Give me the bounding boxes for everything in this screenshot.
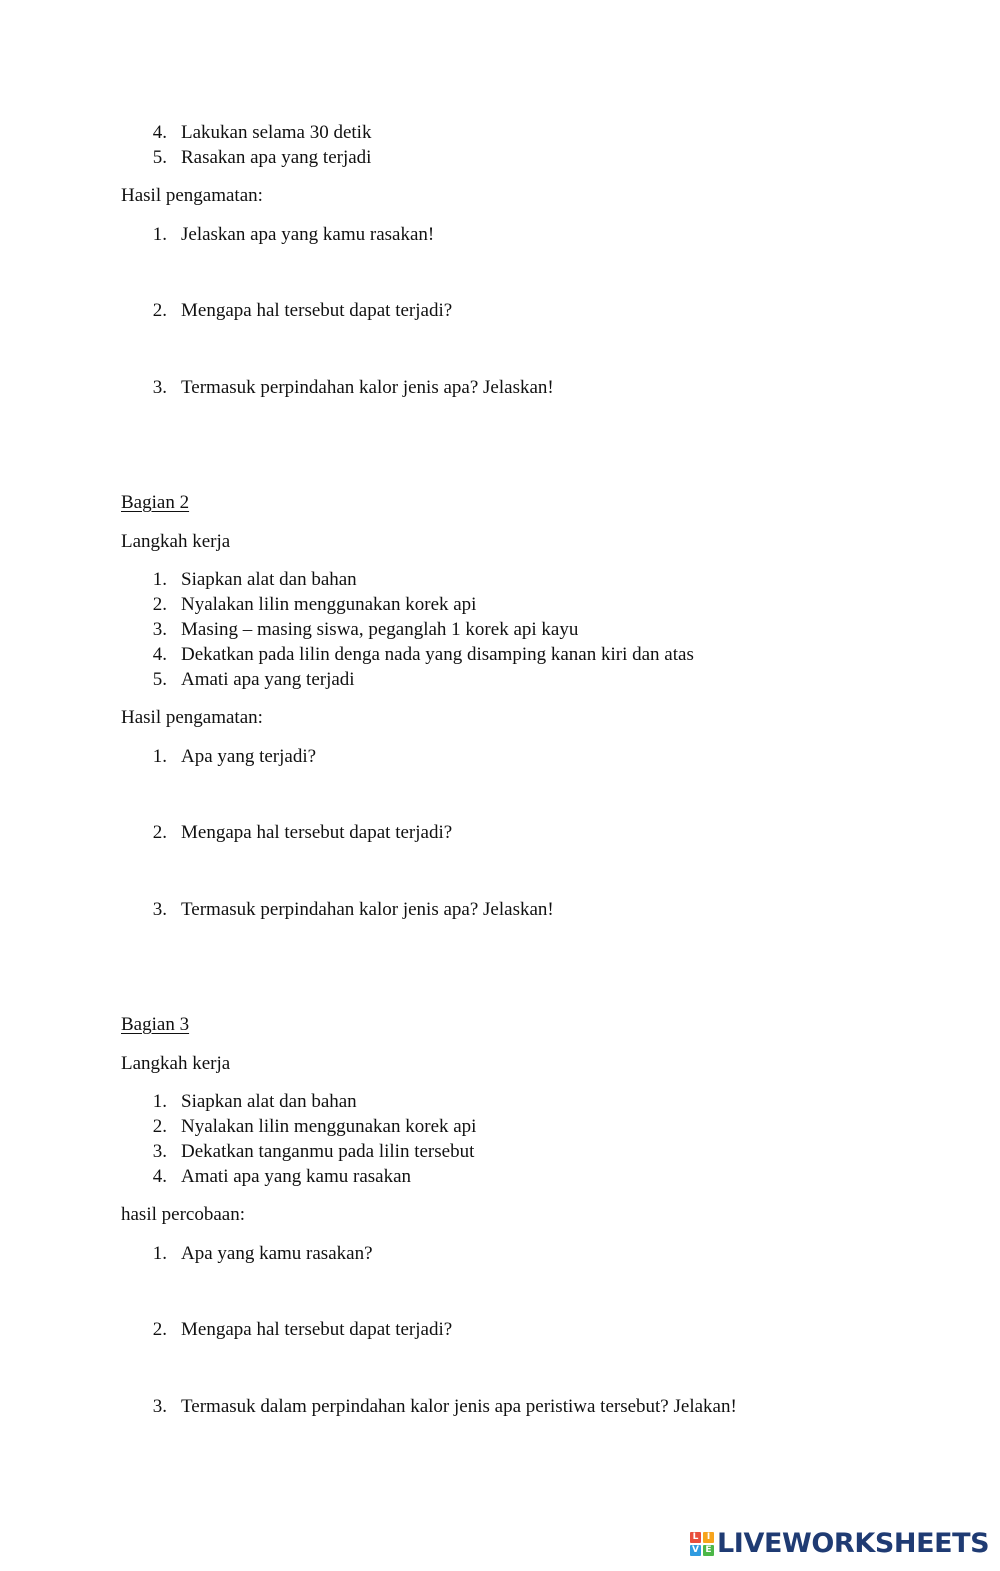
logo-letter: L [690,1532,701,1543]
logo-letter: I [703,1532,714,1543]
step-text: Lakukan selama 30 detik [181,122,372,143]
step-text: Siapkan alat dan bahan [181,569,357,590]
step-text: Rasakan apa yang terjadi [181,147,372,168]
list-number: 4. [152,1166,167,1187]
list-number: 4. [152,644,167,665]
list-number: 3. [152,377,167,398]
logo-letter: E [703,1545,714,1556]
part2-result-label: Hasil pengamatan: [121,707,263,728]
list-number: 2. [152,594,167,615]
liveworksheets-logo [690,1527,989,1561]
list-number: 1. [152,224,167,245]
question-text: Termasuk dalam perpindahan kalor jenis apa peristiwa tersebut? Jelakan! [181,1396,737,1417]
list-number: 2. [152,1116,167,1137]
list-number: 2. [152,822,167,843]
list-number: 3. [152,1141,167,1162]
part3-steps-label: Langkah kerja [121,1053,231,1074]
list-number: 3. [152,1396,167,1417]
list-number: 2. [152,1319,167,1340]
logo-letter: V [690,1545,701,1556]
step-text: Amati apa yang terjadi [181,669,355,690]
question-text: Mengapa hal tersebut dapat terjadi? [181,1319,453,1340]
list-number: 5. [152,147,167,168]
list-number: 4. [152,122,167,143]
list-number: 3. [152,899,167,920]
list-number: 5. [152,669,167,690]
step-text: Amati apa yang kamu rasakan [181,1166,412,1187]
list-number: 1. [152,1091,167,1112]
logo-mark-icon [690,1532,714,1556]
step-text: Nyalakan lilin menggunakan korek api [181,1116,477,1137]
step-text: Dekatkan tanganmu pada lilin tersebut [181,1141,475,1162]
step-text: Nyalakan lilin menggunakan korek api [181,594,477,615]
list-number: 1. [152,746,167,767]
part3-heading: Bagian 3 [121,1014,190,1035]
list-number: 1. [152,569,167,590]
question-text: Apa yang terjadi? [181,746,317,767]
list-number: 2. [152,300,167,321]
question-text: Termasuk perpindahan kalor jenis apa? Jelaskan! [181,899,554,920]
list-number: 3. [152,619,167,640]
step-text: Dekatkan pada lilin denga nada yang disamping kanan kiri dan atas [181,644,694,665]
part3-result-label: hasil percobaan: [121,1204,245,1225]
part1-result-label: Hasil pengamatan: [121,185,263,206]
logo-wordmark: LIVEWORKSHEETS [717,1528,990,1559]
question-text: Jelaskan apa yang kamu rasakan! [181,224,435,245]
question-text: Mengapa hal tersebut dapat terjadi? [181,300,453,321]
part2-steps-label: Langkah kerja [121,531,231,552]
step-text: Masing – masing siswa, peganglah 1 korek api kayu [181,619,579,640]
list-number: 1. [152,1243,167,1264]
question-text: Mengapa hal tersebut dapat terjadi? [181,822,453,843]
question-text: Apa yang kamu rasakan? [181,1243,373,1264]
question-text: Termasuk perpindahan kalor jenis apa? Jelaskan! [181,377,554,398]
step-text: Siapkan alat dan bahan [181,1091,357,1112]
part2-heading: Bagian 2 [121,492,190,513]
